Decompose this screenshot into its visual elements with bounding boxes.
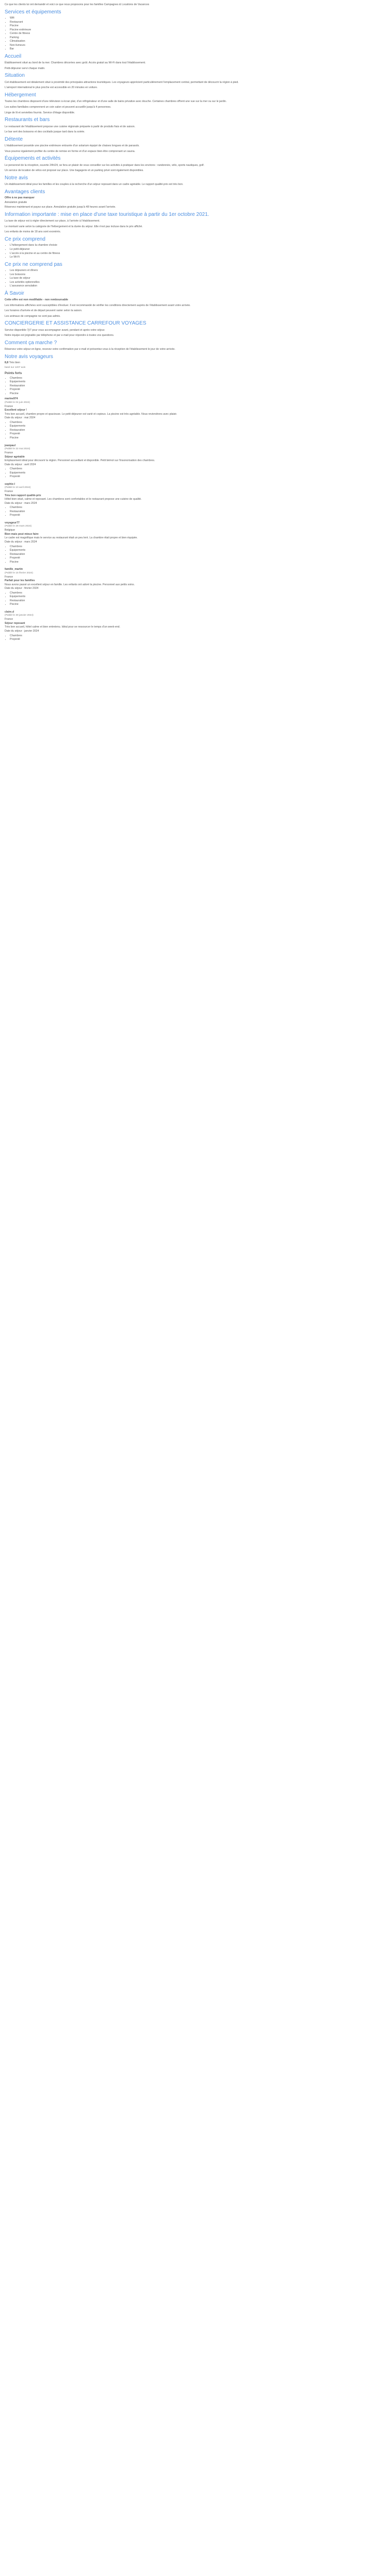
review-tag: • Restauration xyxy=(10,429,377,433)
comment-text: Réservez votre séjour en ligne, recevez votre confirmation par e-mail et présentez-vous à la réception de l'établissement le jour de votre arrivée. xyxy=(5,348,175,351)
savoir-text: Les horaires d'arrivée et de départ peuvent varier selon la saison. xyxy=(5,309,83,313)
services-title: Services et équipements xyxy=(5,9,61,15)
service-item: • Restaurant xyxy=(10,21,377,25)
service-item: • Parking xyxy=(10,36,377,40)
review-tag: • Piscine xyxy=(10,436,377,440)
review-stay xyxy=(5,540,377,545)
prix-comprend-item: • L'accès à la piscine et au centre de fitness xyxy=(10,252,377,256)
review-tag: • Chambres xyxy=(10,545,377,549)
prix-ne-comprend-item: • Les activités optionnelles xyxy=(10,281,377,285)
review-title: Bien mais peut mieux faire xyxy=(5,532,39,536)
review-stay xyxy=(5,502,377,506)
review-author: sophie-l xyxy=(5,482,15,486)
review-tag: • Chambres xyxy=(10,467,377,471)
prix-ne-comprend-item: • Les déjeuners et dîners xyxy=(10,269,377,273)
review-tags xyxy=(5,467,377,479)
hebergement-text: Toutes les chambres disposent d'une télévision à écran plat, d'un réfrigérateur et d'une salle de bains privative avec douche. Certaines chambres offrent une vue sur la mer ou sur le jardin. xyxy=(5,100,227,104)
restaurants-title: Restaurants et bars xyxy=(5,117,50,123)
criteria-item: • Chambres xyxy=(10,377,377,381)
situation-title: Situation xyxy=(5,73,25,79)
review-tag: • Équipements xyxy=(10,595,377,599)
service-item: • Climatisation xyxy=(10,40,377,44)
review-stay-value: février 2024 xyxy=(24,587,39,590)
services-list xyxy=(5,16,377,52)
prix-ne-comprend-item: • La taxe de séjour xyxy=(10,277,377,281)
detente-text: Vous pourrez également profiter du centre de remise en forme et d'un espace bien-être comprenant un sauna. xyxy=(5,149,136,153)
savoir-title: À Savoir xyxy=(5,290,24,296)
review-author: jeanpaul xyxy=(5,444,16,447)
review-author: voyageur77 xyxy=(5,521,20,524)
review-stay-label: Date du séjour : xyxy=(5,463,24,466)
conciergerie-text: Service disponible 7j/7 pour vous accompagner avant, pendant et après votre séjour. xyxy=(5,328,105,332)
detente-text: L'établissement possède une piscine extérieure entourée d'un solarium équipé de chaises longues et de parasols. xyxy=(5,144,140,148)
criteria-item: • Piscine xyxy=(10,392,377,396)
review-stay-value: mars 2024 xyxy=(24,540,37,544)
prix-ne-comprend-title: Ce prix ne comprend pas xyxy=(5,261,62,267)
review-text: Très bon accueil, hôtel calme et bien entretenu. Idéal pour se ressourcer le temps d'un week-end. xyxy=(5,625,120,629)
review-stay xyxy=(5,463,377,467)
review-date: (Publié le 04 juin 2024) xyxy=(5,401,30,404)
accueil-text: Petit-déjeuner servi chaque matin. xyxy=(5,66,45,70)
review-tag: • Propreté xyxy=(10,514,377,518)
service-item: • Piscine xyxy=(10,24,377,28)
review-tag: • Propreté xyxy=(10,475,377,479)
service-item: • Centre de fitness xyxy=(10,32,377,36)
restaurants-text: Le restaurant de l'établissement propose une cuisine régionale préparée à partir de produits frais et de saison. xyxy=(5,125,136,128)
conciergerie-text: Notre équipe est joignable par téléphone et par e-mail pour répondre à toutes vos questions. xyxy=(5,334,115,337)
hebergement-text: Les suites familiales comprennent un coin salon et peuvent accueillir jusqu'à 4 personnes. xyxy=(5,105,111,109)
review-title: Séjour reposant xyxy=(5,621,25,625)
review-date: (Publié le 22 mai 2024) xyxy=(5,448,30,451)
criteria-list xyxy=(5,377,377,396)
avis-score xyxy=(5,361,377,365)
review-date: (Publié le 10 avril 2024) xyxy=(5,486,31,489)
review-title: Très bon rapport qualité-prix xyxy=(5,494,41,497)
review-stay xyxy=(5,587,377,591)
review-tag: • Chambres xyxy=(10,634,377,638)
review-country: France xyxy=(5,451,13,455)
review-tag: • Chambres xyxy=(10,421,377,425)
review-stay-value: avril 2024 xyxy=(24,463,36,466)
service-item: • Non-fumeurs xyxy=(10,44,377,48)
restaurants-text: Le bar sert des boissons et des cocktails jusque tard dans la soirée. xyxy=(5,130,85,134)
score-value: 8,8 xyxy=(5,361,9,365)
review-tags xyxy=(5,634,377,642)
review-tag: • Propreté xyxy=(10,556,377,561)
notes-text: Un établissement idéal pour les familles et les couples à la recherche d'un séjour reposant dans un cadre agréable. Le rapport qualité-prix est très bon. xyxy=(5,183,184,187)
review-text: Hôtel bien situé, calme et reposant. Les chambres sont confortables et le restaurant propose une cuisine de qualité. xyxy=(5,498,142,501)
prix-comprend-item: • Le Wi-Fi xyxy=(10,256,377,260)
savoir-text: Les informations affichées sont susceptibles d'évoluer. Il est recommandé de vérifier les conditions directement auprès de l'établissement avant votre arrivée. xyxy=(5,303,191,307)
detente-title: Détente xyxy=(5,136,23,142)
criteria-item: • Équipements xyxy=(10,380,377,384)
review-stay xyxy=(5,630,377,634)
review-item xyxy=(5,611,377,642)
review-tag: • Équipements xyxy=(10,425,377,429)
review-stay-label: Date du séjour : xyxy=(5,540,24,544)
review-item xyxy=(5,444,377,479)
review-title: Parfait pour les familles xyxy=(5,579,35,583)
comment-title: Comment ça marche ? xyxy=(5,340,57,346)
review-tags xyxy=(5,545,377,565)
review-author: claire.d xyxy=(5,610,14,614)
review-date: (Publié le 28 mars 2024) xyxy=(5,525,32,528)
review-stay-label: Date du séjour : xyxy=(5,630,24,633)
review-text: Emplacement idéal pour découvrir la région. Personnel accueillant et disponible. Petit bémol sur l'insonorisation des chambres. xyxy=(5,459,155,463)
review-country: France xyxy=(5,618,13,621)
review-tag: • Restauration xyxy=(10,510,377,514)
review-tag: • Propreté xyxy=(10,432,377,436)
review-item xyxy=(5,521,377,564)
service-item: • Wifi xyxy=(10,16,377,21)
review-item xyxy=(5,483,377,518)
review-stay-label: Date du séjour : xyxy=(5,501,24,505)
review-tag: • Restauration xyxy=(10,599,377,603)
criteria-title: Points forts xyxy=(5,371,22,375)
reviews-list xyxy=(5,397,377,641)
avantage-tag: Offre à ne pas manquer xyxy=(5,196,35,200)
info-text: La taxe de séjour est à régler directement sur place, à l'arrivée à l'établissement. xyxy=(5,219,100,223)
service-item: • Bar xyxy=(10,47,377,52)
equipements-text: Un service de location de vélos est proposé sur place. Une bagagerie et un parking privé sont également disponibles. xyxy=(5,169,144,173)
review-stay-value: mars 2024 xyxy=(24,501,37,505)
hebergement-text: Linge de lit et serviettes fournis. Service d'étage disponible. xyxy=(5,111,75,114)
review-author: marine974 xyxy=(5,397,18,401)
review-tag: • Propreté xyxy=(10,638,377,642)
prix-comprend-list xyxy=(5,244,377,259)
accueil-text: Établissement situé au bord de la mer. Chambres décorées avec goût. Accès gratuit au Wi-Fi dans tout l'établissement. xyxy=(5,61,146,65)
avis-based-on: basé sur 1207 avis xyxy=(5,366,26,369)
info-title: Information importante : mise en place d'une taxe touristique à partir du 1er octobre 2021. xyxy=(5,211,209,217)
review-title: Excellent séjour ! xyxy=(5,409,27,412)
equipements-title: Équipements et activités xyxy=(5,156,61,162)
review-country: France xyxy=(5,404,13,408)
review-tag: • Équipements xyxy=(10,549,377,553)
avis-title: Notre avis voyageurs xyxy=(5,353,53,360)
review-tags xyxy=(5,506,377,518)
review-stay-value: mai 2024 xyxy=(24,416,36,420)
review-date: (Publié le 15 février 2024) xyxy=(5,571,33,574)
page xyxy=(0,0,382,651)
review-tag: • Équipements xyxy=(10,471,377,476)
prix-comprend-item: • L'hébergement dans la chambre choisie xyxy=(10,244,377,248)
review-country: Belgique xyxy=(5,529,15,532)
equipements-text: Le personnel de la réception, ouverte 24h/24, se fera un plaisir de vous conseiller sur les activités à pratiquer dans les environs : randonnée, vélo, sports nautiques, golf. xyxy=(5,163,204,167)
savoir-sub: Cette offre est non modifiable - non remboursable xyxy=(5,298,69,302)
hebergement-title: Hébergement xyxy=(5,92,36,98)
review-date: (Publié le 30 janvier 2024) xyxy=(5,614,34,617)
situation-text: L'aéroport international le plus proche est accessible en 20 minutes en voiture. xyxy=(5,86,98,90)
review-text: Nous avons passé un excellent séjour en famille. Les enfants ont adoré la piscine. Personnel aux petits soins. xyxy=(5,583,135,586)
prix-ne-comprend-list xyxy=(5,269,377,289)
intro-text: Ce que les clients lui ont demandé et voici ce que nous proposons pour les familles Campagnes & Locations de Vacances xyxy=(5,3,150,6)
review-tag: • Chambres xyxy=(10,506,377,510)
review-tag: • Chambres xyxy=(10,591,377,596)
review-country: France xyxy=(5,490,13,494)
prix-comprend-title: Ce prix comprend xyxy=(5,236,45,242)
info-text: Les enfants de moins de 18 ans sont exonérés. xyxy=(5,230,61,234)
review-tag: • Piscine xyxy=(10,603,377,607)
conciergerie-title: CONCIERGERIE ET ASSISTANCE CARREFOUR VOYAGES xyxy=(5,320,146,327)
review-stay-label: Date du séjour : xyxy=(5,587,24,590)
review-tags xyxy=(5,591,377,607)
review-tag: • Restauration xyxy=(10,553,377,557)
review-country: France xyxy=(5,575,13,579)
avantages-text: Réservez maintenant et payez sur place. Annulation gratuite jusqu'à 48 heures avant l'arrivée. xyxy=(5,206,116,209)
prix-comprend-item: • Le petit-déjeuner xyxy=(10,248,377,252)
review-item xyxy=(5,397,377,440)
review-stay-label: Date du séjour : xyxy=(5,416,24,420)
review-stay-value: janvier 2024 xyxy=(24,630,39,633)
info-text: Le montant varie selon la catégorie de l'hébergement et la durée du séjour. Elle n'est pas incluse dans le prix affiché. xyxy=(5,225,143,228)
review-text: Très bon accueil, chambre propre et spacieuse. Le petit-déjeuner est varié et copieux. La piscine est très agréable. Nous reviendrons avec plaisir. xyxy=(5,412,177,416)
savoir-text: Les animaux de compagnie ne sont pas admis. xyxy=(5,314,61,318)
criteria-item: • Propreté xyxy=(10,388,377,392)
accueil-title: Accueil xyxy=(5,53,22,59)
review-text: Le cadre est magnifique mais le service au restaurant était un peu lent. La chambre était propre et bien équipée. xyxy=(5,536,138,540)
review-stay xyxy=(5,416,377,420)
service-item: • Piscine extérieure xyxy=(10,28,377,32)
avantage-tag: Annulation gratuite xyxy=(5,200,27,204)
notes-title: Notre avis xyxy=(5,175,28,181)
criteria-item: • Restauration xyxy=(10,384,377,388)
review-title: Séjour agréable xyxy=(5,455,25,459)
review-item xyxy=(5,568,377,607)
situation-text: Cet établissement est idéalement situé à proximité des principales attractions touristiques. Les voyageurs apprécient particulièrement l'emplacement central, permettant de découvrir la région à pied. xyxy=(5,80,239,84)
avantages-title: Avantages clients xyxy=(5,189,45,195)
prix-ne-comprend-item: • Les boissons xyxy=(10,273,377,277)
score-label: Très bien xyxy=(9,361,21,365)
prix-ne-comprend-item: • L'assurance annulation xyxy=(10,284,377,289)
review-tags xyxy=(5,421,377,440)
review-author: famille_martin xyxy=(5,568,23,571)
review-tag: • Piscine xyxy=(10,561,377,565)
